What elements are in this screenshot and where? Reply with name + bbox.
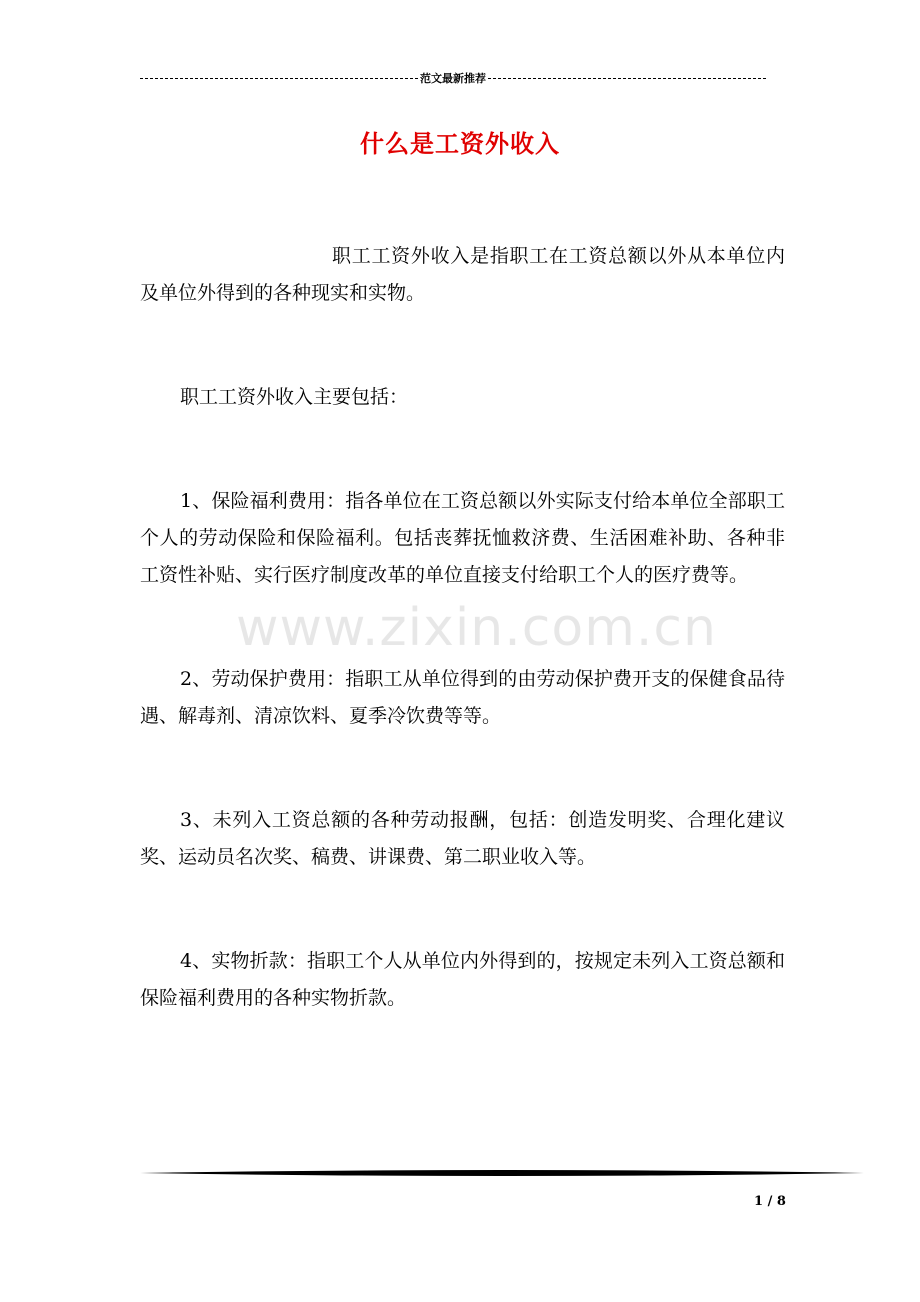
paragraph-item-3: 3、未列入工资总额的各种劳动报酬，包括：创造发明奖、合理化建议奖、运动员名次奖、稿费、讲课费、第二职业收入等。: [140, 809, 785, 868]
document-body: [140, 238, 785, 1084]
paragraph-item-4: 4、实物折款：指职工个人从单位内外得到的，按规定未列入工资总额和保险福利费用的各种实物折款。: [140, 950, 785, 1009]
paragraph-item-2: 2、劳动保护费用：指职工从单位得到的由劳动保护费开支的保健食品待遇、解毒剂、清凉饮料、夏季冷饮费等等。: [140, 668, 785, 727]
footer-divider: [140, 1165, 864, 1181]
paragraph-item-1: 1、保险福利费用：指各单位在工资总额以外实际支付给本单位全部职工个人的劳动保险和保险福利。包括丧葬抚恤救济费、生活困难补助、各种非工资性补贴、实行医疗制度改革的单位直接支付给职工个人的医疗费等。: [140, 490, 785, 586]
page-header: [140, 70, 766, 86]
page-number: 1 / 8: [754, 1194, 786, 1209]
header-dash-right: [488, 78, 766, 79]
header-label: 范文最新推荐: [420, 72, 486, 85]
header-dash-left: [140, 78, 418, 79]
watermark: www.zixin.com.cn: [236, 598, 717, 658]
paragraph-definition: 职工工资外收入是指职工在工资总额以外从本单位内及单位外得到的各种现实和实物。: [140, 245, 785, 304]
document-title: 什么是工资外收入: [360, 129, 560, 158]
paragraph-intro: 职工工资外收入主要包括：: [180, 386, 409, 408]
